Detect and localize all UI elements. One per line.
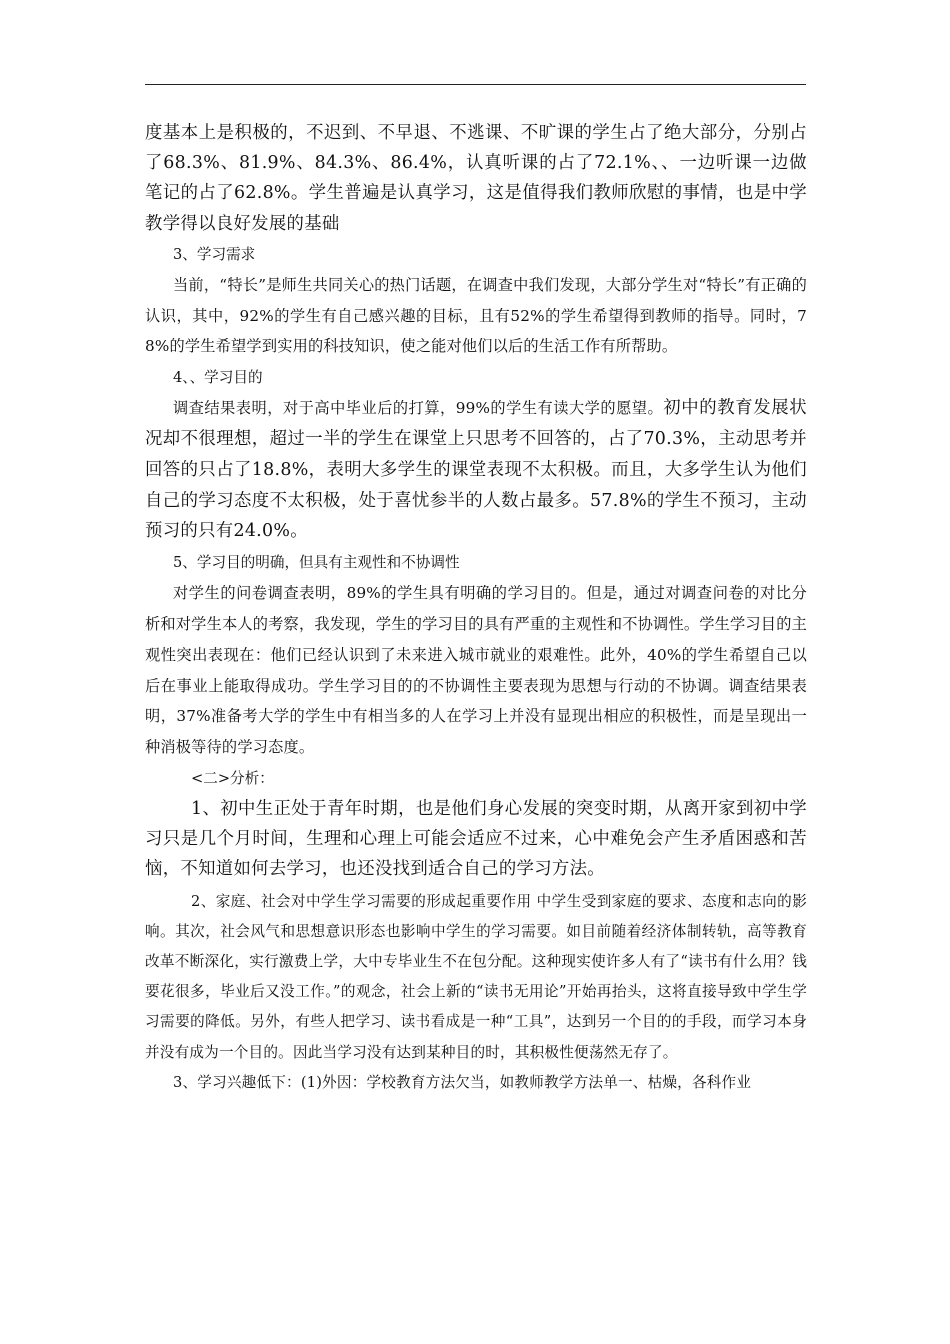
paragraph-analysis-1: 1、初中生正处于青年时期，也是他们身心发展的突变时期，从离开家到初中学习只是几个月时间，生理和心理上可能会适应不过来，心中难免会产生矛盾困惑和苦恼，不知道如何去学习，也还没找到适合自己的学习方法。: [145, 798, 807, 880]
paragraph-learning-purpose: [145, 393, 807, 547]
paragraph-analysis-3: 3、学习兴趣低下：(1)外因：学校教育方法欠当，如教师教学方法单一、枯燥，各科作业: [173, 1073, 752, 1091]
paragraph-learning-needs: 当前，“特长”是师生共同关心的热门话题，在调查中我们发现，大部分学生对“特长”有正确的认识，其中，92%的学生有自己感兴趣的目标，且有52%的学生希望得到教师的指导。同时，78%的学生希望学到实用的科技知识，使之能对他们以后的生活工作有所帮助。: [145, 275, 807, 356]
heading-analysis: <二>分析：: [191, 769, 274, 787]
heading-learning-purpose: 4、、学习目的: [173, 369, 263, 387]
purpose-body-text: 初中的教育发展状况却不很理想，超过一半的学生在课堂上只思考不回答的，占了70.3%，主动思考并回答的只占了18.8%，表明大多学生的课堂表现不太积极。而且，大多学生认为他们自己的学习态度不太积极，处于喜忧参半的人数占最多。57.8%的学生不预习，主动预习的只有24.0%。: [145, 398, 807, 542]
header-rule: [145, 84, 806, 85]
purpose-lead-text: 调查结果表明，对于高中毕业后的打算，99%的学生有读大学的愿望。: [173, 399, 664, 418]
document-body: [145, 118, 807, 1098]
paragraph-learning-purpose-lead: [145, 393, 807, 547]
paragraph-purpose-clear: 对学生的问卷调查表明，89%的学生具有明确的学习目的。但是，通过对调查问卷的对比分析和对学生本人的考察，我发现，学生的学习目的具有严重的主观性和不协调性。学生学习目的主观性突出表现在：他们已经认识到了未来进入城市就业的艰难性。此外，40%的学生希望自己以后在事业上能取得成功。学生学习目的的不协调性主要表现为思想与行动的不协调。调查结果表明，37%准备考大学的学生中有相当多的人在学习上并没有显现出相应的积极性，而是呈现出一种消极等待的学习态度。: [145, 584, 807, 757]
paragraph-attitude: 度基本上是积极的，不迟到、不早退、不逃课、不旷课的学生占了绝大部分，分别占了68.3%、81.9%、84.3%、86.4%，认真听课的占了72.1%、、一边听课一边做笔记的占了62.8%。学生普遍是认真学习，这是值得我们教师欣慰的事情，也是中学教学得以良好发展的基础: [145, 123, 807, 234]
paragraph-analysis-2: 2、家庭、社会对中学生学习需要的形成起重要作用 中学生受到家庭的要求、态度和志向的影响。其次，社会风气和思想意识形态也影响中学生的学习需要。如目前随着经济体制转轨，高等教育改革不断深化，实行激费上学，大中专毕业生不在包分配。这种现实使许多人有了“读书有什么用？钱要花很多，毕业后又没工作。”的观念，社会上新的“读书无用论”开始再抬头，这将直接导致中学生学习需要的降低。另外，有些人把学习、读书看成是一种“工具”，达到另一个目的的手段，而学习本身并没有成为一个目的。因此当学习没有达到某种目的时，其积极性便荡然无存了。: [145, 892, 807, 1061]
heading-purpose-clear: 5、学习目的明确，但具有主观性和不协调性: [173, 554, 460, 572]
heading-learning-needs: 3、学习需求: [173, 245, 256, 263]
